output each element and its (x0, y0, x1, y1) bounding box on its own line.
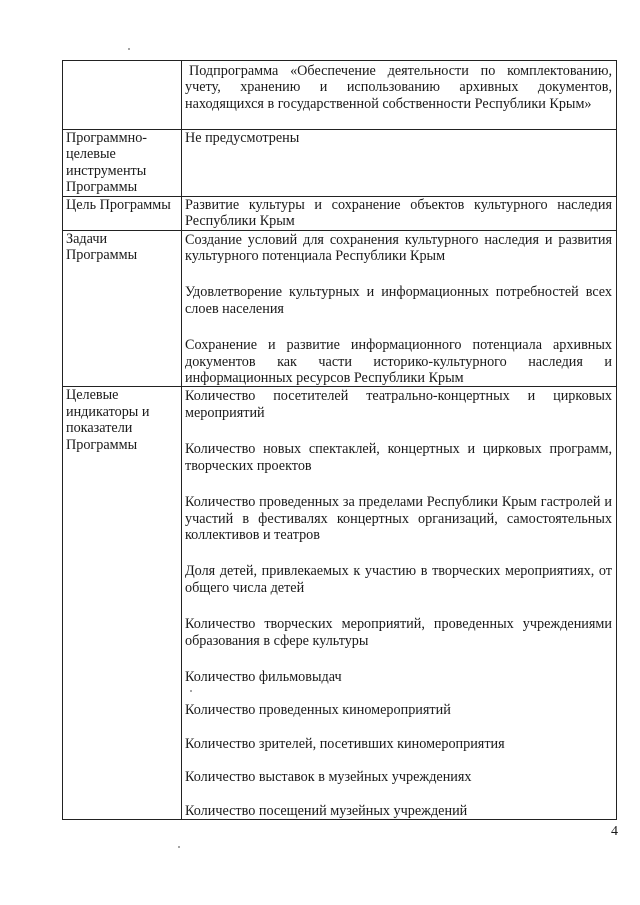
scan-speck (190, 690, 192, 692)
row-content (182, 230, 617, 387)
row-content (182, 61, 617, 130)
row-label (63, 61, 182, 130)
row-content (182, 130, 617, 197)
table-row-subprogram (63, 61, 617, 130)
task-item: Сохранение и развитие информационного потенциала архивных документов как части историко-культурного наследия и информационных ресурсов Республики Крым (185, 337, 612, 387)
task-item: Создание условий для сохранения культурного наследия и развития культурного потенциала Республики Крым (185, 231, 612, 265)
row-content (182, 387, 617, 820)
row-label: Задачи Программы (63, 230, 182, 387)
goal-text: Развитие культуры и сохранение объектов культурного наследия Республики Крым (185, 196, 612, 230)
indicator-item: Количество зрителей, посетивших киномероприятия (185, 735, 505, 752)
table-row-indicators (63, 387, 617, 820)
row-label: Программно-целевые инструменты Программы (63, 130, 182, 197)
indicator-item: Количество фильмовыдач (185, 668, 342, 685)
indicator-item: Количество проведенных за пределами Республики Крым гастролей и участий в фестивалях концертных организаций, самостоятельных коллективов и театров (185, 494, 612, 543)
indicator-item: Доля детей, привлекаемых к участию в творческих мероприятиях, от общего числа детей (185, 563, 612, 596)
task-item: Удовлетворение культурных и информационных потребностей всех слоев населения (185, 284, 612, 317)
page-number: 4 (611, 824, 618, 839)
indicator-item: Количество творческих мероприятий, проведенных учреждениями образования в сфере культуры (185, 616, 612, 649)
indicator-item: Количество посетителей театрально-концертных и цирковых мероприятий (185, 388, 612, 421)
instruments-text: Не предусмотрены (185, 130, 300, 146)
table-row-instruments (63, 130, 617, 197)
table-row-goal (63, 196, 617, 230)
row-label: Цель Программы (63, 196, 182, 230)
subprogram-text: Подпрограмма «Обеспечение деятельности по комплектованию, учету, хранению и использованию архивных документов, находящихся в государственной собственности Республики Крым» (185, 63, 612, 112)
scan-speck (178, 846, 180, 848)
table-row-tasks (63, 230, 617, 387)
indicator-item: Количество посещений музейных учреждений (185, 802, 468, 819)
indicator-item: Количество новых спектаклей, концертных и цирковых программ, творческих проектов (185, 441, 612, 474)
row-label: Целевые индикаторы и показатели Программы (63, 387, 182, 820)
indicator-item: Количество проведенных киномероприятий (185, 702, 451, 719)
indicator-item: Количество выставок в музейных учреждениях (185, 769, 472, 786)
scan-speck (128, 48, 130, 50)
program-passport-table (62, 60, 617, 820)
row-content (182, 196, 617, 230)
